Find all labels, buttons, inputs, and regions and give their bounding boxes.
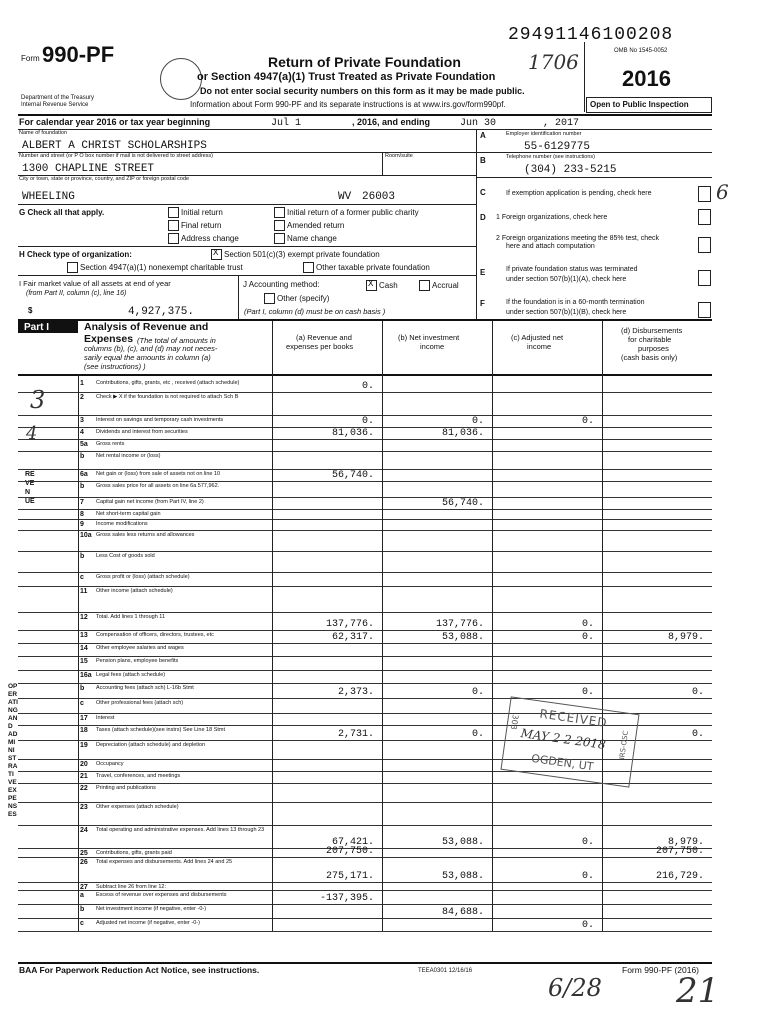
- zip-code: 26003: [362, 191, 396, 203]
- col-b-value[interactable]: 137,776.: [435, 619, 484, 630]
- irs-circle-stamp: [160, 58, 202, 100]
- name-label: Name of foundation: [19, 130, 68, 136]
- line-number: 5a: [80, 441, 88, 448]
- line-description: Subtract line 26 from line 12:: [96, 884, 167, 890]
- line-description: Gross sales price for all assets on line 6a 577,962.: [96, 483, 220, 489]
- foundation-name: ALBERT A CHRIST SCHOLARSHIPS: [22, 140, 207, 152]
- line-description: Gross sales less returns and allowances: [96, 532, 195, 538]
- col-c-value[interactable]: 0.: [581, 920, 594, 931]
- calendar-mid: , 2016, and ending: [352, 117, 431, 127]
- section-4947-checkbox[interactable]: [67, 262, 78, 273]
- column-divider: [272, 321, 273, 931]
- line-description: Net short-term capital gain: [96, 511, 161, 517]
- line-number: 24: [80, 827, 88, 834]
- line-description: Excess of revenue over expenses and disbursements: [96, 892, 227, 898]
- col-d-header-4: (cash basis only): [621, 353, 678, 362]
- col-c-value[interactable]: 0.: [581, 837, 594, 848]
- col-d-value[interactable]: 216,729.: [655, 871, 704, 882]
- line-description: Total expenses and disbursements. Add lines 24 and 25: [96, 859, 233, 865]
- divider: [18, 246, 476, 247]
- foreign-85-text-1: 2 Foreign organizations meeting the 85% test, check: [496, 235, 660, 242]
- fmv-value: 4,927,375.: [128, 306, 195, 318]
- col-b-header-2: income: [420, 342, 445, 351]
- foreign-85-checkbox[interactable]: [698, 237, 711, 253]
- line-description: Gross profit or (loss) (attach schedule): [96, 574, 190, 580]
- name-change-checkbox[interactable]: [274, 233, 285, 244]
- cash-basis-note: (Part I, column (d) must be on cash basis ): [244, 307, 386, 316]
- col-a-value[interactable]: -137,395.: [319, 893, 374, 904]
- revenue-side-label: REVENUE: [25, 471, 35, 505]
- line-number: 9: [80, 521, 84, 528]
- label-c: C: [480, 188, 486, 197]
- line-description: Total operating and administrative expenses. Add lines 13 through 23: [96, 827, 265, 833]
- label-a: A: [480, 131, 486, 140]
- line-number: 27: [80, 884, 88, 891]
- phone-label: Telephone number (see instructions): [506, 154, 595, 160]
- col-d-value[interactable]: 207,750.: [655, 846, 704, 857]
- irs-label: Internal Revenue Service: [21, 102, 89, 108]
- part-i-label: Part I: [24, 322, 50, 333]
- fmv-dollar: $: [28, 306, 33, 315]
- part-i-instr-3: sarily equal the amounts in column (a): [84, 353, 211, 362]
- handwritten-initials: 6/28: [548, 974, 602, 1002]
- section-501c3-label: Section 501(c)(3) exempt private foundation: [224, 250, 380, 259]
- exemption-pending-text: If exemption application is pending, check here: [506, 190, 652, 197]
- col-b-value[interactable]: 53,088.: [441, 837, 484, 848]
- stamp-location: OGDEN, UT: [530, 751, 595, 774]
- divider: [18, 275, 476, 276]
- divider: [476, 129, 477, 319]
- stamp-side-right: IRS-OSC: [618, 730, 631, 760]
- terminated-text-2: under section 507(b)(1)(A), check here: [506, 276, 627, 283]
- line-description: Net gain or (loss) from sale of assets not on line 10: [96, 471, 221, 477]
- col-a-value[interactable]: 81,036.: [331, 428, 374, 439]
- col-b-value[interactable]: 53,088.: [441, 632, 484, 643]
- handwritten-code: 1706: [528, 50, 579, 74]
- line-number: c: [80, 700, 84, 707]
- foreign-org-checkbox[interactable]: [698, 209, 711, 225]
- line-description: Occupancy: [96, 761, 124, 767]
- foreign-org-text: 1 Foreign organizations, check here: [496, 214, 608, 221]
- col-a-value[interactable]: 0.: [361, 381, 374, 392]
- ein: 55-6129775: [524, 141, 591, 153]
- form-title: Return of Private Foundation: [268, 54, 461, 70]
- line-number: b: [80, 685, 85, 692]
- column-divider: [492, 321, 493, 931]
- divider: [18, 374, 712, 376]
- line-number: 15: [80, 658, 88, 665]
- terminated-text-1: If private foundation status was terminated: [506, 266, 638, 273]
- handwritten-margin-4: 4: [26, 423, 38, 444]
- line-number: 2: [80, 394, 84, 401]
- col-d-header-1: (d) Disbursements: [621, 326, 683, 335]
- other-taxable-checkbox[interactable]: [303, 262, 314, 273]
- line-description: Less Cost of goods sold: [96, 553, 155, 559]
- column-divider: [78, 374, 79, 931]
- line-number: 13: [80, 632, 88, 639]
- other-method-checkbox[interactable]: [264, 293, 275, 304]
- line-description: Printing and publications: [96, 785, 156, 791]
- form-number: 990-PF: [42, 42, 115, 67]
- line-number: b: [80, 453, 85, 460]
- divider: [476, 152, 712, 153]
- line-number: c: [80, 920, 84, 927]
- col-c-value[interactable]: 0.: [581, 619, 594, 630]
- section-501c3-mark: X: [213, 248, 219, 258]
- state: WV: [338, 191, 352, 203]
- col-a-value[interactable]: 56,740.: [331, 470, 374, 481]
- street-label: Number and street (or P O box number if mail is not delivered to street address): [19, 153, 214, 159]
- col-a-value[interactable]: 67,421.: [331, 837, 374, 848]
- col-c-value[interactable]: 0.: [581, 416, 594, 427]
- line-number: 12: [80, 614, 88, 621]
- line-description: Check ▶ X if the foundation is not required to attach Sch B: [96, 394, 239, 400]
- line-number: 14: [80, 645, 88, 652]
- ssn-warning: Do not enter social security numbers on this form as it may be made public.: [200, 86, 525, 96]
- sixty-month-text-1: If the foundation is in a 60-month termination: [506, 299, 645, 306]
- form-footer: Form 990-PF (2016): [622, 965, 699, 975]
- col-a-value[interactable]: 2,373.: [337, 687, 374, 698]
- calendar-label: For calendar year 2016 or tax year beginning: [19, 117, 211, 127]
- dln-number: 29491146100208: [508, 25, 674, 45]
- col-b-value[interactable]: 0.: [471, 687, 484, 698]
- line-number: 26: [80, 859, 88, 866]
- line-description: Gross rents: [96, 441, 125, 447]
- cash-label: Cash: [379, 281, 398, 290]
- line-number: 16a: [80, 672, 92, 679]
- col-b-header-1: (b) Net investment: [398, 333, 460, 342]
- col-a-value[interactable]: 2,731.: [337, 729, 374, 740]
- tax-year-end-year: , 2017: [543, 118, 580, 129]
- handwritten-page-number: 21: [676, 971, 720, 1011]
- city-label: City or town, state or province, country, and ZIP or foreign postal code: [19, 176, 190, 182]
- street-address: 1300 CHAPLINE STREET: [22, 163, 155, 175]
- line-description: Contributions, gifts, grants paid: [96, 850, 172, 856]
- col-b-value[interactable]: 0.: [471, 416, 484, 427]
- amended-return-checkbox[interactable]: [274, 220, 285, 231]
- line-description: Adjusted net income (if negative, enter -0-): [96, 920, 200, 926]
- line-description: Other employee salaries and wages: [96, 645, 184, 651]
- divider: [18, 204, 476, 205]
- exemption-pending-checkbox[interactable]: [698, 186, 711, 202]
- omb-number: OMB No 1545-0052: [614, 48, 668, 54]
- part-i-instr-4: (see instructions) ): [84, 362, 146, 371]
- line-description: Interest on savings and temporary cash investments: [96, 417, 224, 423]
- section-4947-label: Section 4947(a)(1) nonexempt charitable trust: [80, 263, 243, 272]
- accrual-checkbox[interactable]: [419, 280, 430, 291]
- col-a-value[interactable]: 207,750.: [325, 846, 374, 857]
- col-a-value[interactable]: 137,776.: [325, 619, 374, 630]
- sixty-month-checkbox[interactable]: [698, 302, 711, 318]
- other-taxable-label: Other taxable private foundation: [316, 263, 430, 272]
- fmv-label-2: (from Part II, column (c), line 16): [26, 290, 127, 297]
- line-number: 23: [80, 804, 88, 811]
- label-e: E: [480, 268, 486, 277]
- divider: [18, 129, 712, 130]
- line-number: 11: [80, 588, 88, 595]
- line-description: Other income (attach schedule): [96, 588, 173, 594]
- line-number: 4: [80, 429, 84, 436]
- final-return-label: Final return: [181, 221, 222, 230]
- col-b-value[interactable]: 84,688.: [441, 907, 484, 918]
- col-b-value[interactable]: 56,740.: [441, 498, 484, 509]
- line-number: 8: [80, 511, 84, 518]
- line-number: b: [80, 906, 85, 913]
- phone: (304) 233-5215: [524, 164, 617, 176]
- amended-return-label: Amended return: [287, 221, 345, 230]
- line-number: 10a: [80, 532, 92, 539]
- col-d-value[interactable]: 8,979.: [667, 632, 704, 643]
- label-f: F: [480, 299, 485, 308]
- divider: [584, 42, 585, 112]
- name-change-label: Name change: [287, 234, 337, 243]
- city: WHEELING: [22, 191, 75, 203]
- part-i-title-2: Expenses: [84, 333, 134, 345]
- former-public-charity-label: Initial return of a former public charity: [287, 208, 419, 217]
- former-public-charity-checkbox[interactable]: [274, 207, 285, 218]
- col-a-value[interactable]: 275,171.: [325, 871, 374, 882]
- line-description: Income modifications: [96, 521, 148, 527]
- line-number: 22: [80, 785, 88, 792]
- line-description: Capital gain net income (from Part IV, line 2): [96, 499, 204, 505]
- teea-code: TEEA0301 12/16/16: [418, 968, 473, 974]
- h-label: H Check type of organization:: [19, 250, 132, 259]
- sixty-month-text-2: under section 507(b)(1)(B), check here: [506, 309, 627, 316]
- col-d-value[interactable]: 8,979.: [667, 837, 704, 848]
- col-a-value[interactable]: 62,317.: [331, 632, 374, 643]
- line-description: Contributions, gifts, grants, etc , received (attach schedule): [96, 380, 240, 386]
- column-divider: [382, 321, 383, 931]
- line-number: 3: [80, 417, 84, 424]
- line-description: Taxes (attach schedule)(see instrs) See Line 18 Stmt: [96, 727, 226, 733]
- col-d-header-3: purposes: [638, 344, 669, 353]
- terminated-checkbox[interactable]: [698, 270, 711, 286]
- line-number: 18: [80, 727, 88, 734]
- col-c-header-2: income: [527, 342, 552, 351]
- instructions-url: Information about Form 990-PF and its separate instructions is at www.irs.gov/form990pf.: [190, 100, 506, 109]
- stamp-received: RECEIVED: [538, 706, 609, 730]
- line-number: 25: [80, 850, 88, 857]
- divider: [18, 114, 712, 116]
- col-c-value[interactable]: 0.: [581, 687, 594, 698]
- col-c-value[interactable]: 0.: [581, 871, 594, 882]
- line-number: b: [80, 553, 85, 560]
- line-description: Interest: [96, 715, 115, 721]
- g-label: G Check all that apply.: [19, 208, 105, 217]
- line-description: Net investment income (if negative, enter -0-): [96, 906, 207, 912]
- line-number: b: [80, 483, 85, 490]
- form-subtitle: or Section 4947(a)(1) Trust Treated as Private Foundation: [197, 71, 496, 83]
- line-description: Pension plans, employee benefits: [96, 658, 179, 664]
- col-b-value[interactable]: 0.: [471, 729, 484, 740]
- line-number: 1: [80, 380, 84, 387]
- line-description: Travel, conferences, and meetings: [96, 773, 181, 779]
- line-description: Other expenses (attach schedule): [96, 804, 179, 810]
- part-i-title: Analysis of Revenue and: [84, 321, 209, 333]
- col-a-value[interactable]: 0.: [361, 416, 374, 427]
- accrual-label: Accrual: [432, 281, 459, 290]
- address-change-label: Address change: [181, 234, 239, 243]
- dept-treasury: Department of the Treasury: [21, 95, 95, 101]
- handwritten-mark: 6: [716, 180, 729, 204]
- tax-year: 2016: [622, 66, 671, 91]
- divider: [476, 177, 712, 178]
- other-method-label: Other (specify): [277, 294, 330, 303]
- final-return-checkbox[interactable]: [168, 220, 179, 231]
- col-b-value[interactable]: 81,036.: [441, 428, 484, 439]
- cash-mark: X: [368, 279, 374, 289]
- line-description: Accounting fees (attach sch) L-16b Stmt: [96, 685, 194, 691]
- divider: [382, 152, 383, 175]
- line-description: Depreciation (attach schedule) and depletion: [96, 742, 206, 748]
- accounting-method-label: J Accounting method:: [243, 280, 320, 289]
- room-label: Room/suite: [385, 153, 413, 159]
- handwritten-margin-3: 3: [30, 386, 46, 414]
- expenses-side-label: OPERATING AND ADMINISTRATIVE EXPENSES: [8, 683, 18, 818]
- stamp-side-left: 303: [508, 713, 520, 731]
- label-d: D: [480, 213, 486, 222]
- label-b: B: [480, 156, 486, 165]
- line-number: 19: [80, 742, 88, 749]
- line-description: Total. Add lines 1 through 11: [96, 614, 166, 620]
- initial-return-checkbox[interactable]: [168, 207, 179, 218]
- address-change-checkbox[interactable]: [168, 233, 179, 244]
- col-c-header-1: (c) Adjusted net: [511, 333, 564, 342]
- divider: [238, 275, 239, 319]
- foreign-85-text-2: here and attach computation: [506, 243, 595, 250]
- divider: [18, 962, 712, 964]
- part-i-instr-1: (The total of amounts in: [137, 336, 216, 345]
- col-a-header-2: expenses per books: [286, 342, 354, 351]
- col-d-header-2: for charitable: [628, 335, 672, 344]
- line-number: 21: [80, 773, 88, 780]
- line-number: 20: [80, 761, 88, 768]
- line-number: a: [80, 892, 84, 899]
- line-number: 7: [80, 499, 84, 506]
- open-inspection-label: Open to Public Inspection: [590, 100, 689, 109]
- line-description: Legal fees (attach schedule): [96, 672, 166, 678]
- tax-year-begin: Jul 1: [271, 118, 302, 129]
- form-prefix: Form: [21, 54, 40, 63]
- initial-return-label: Initial return: [181, 208, 223, 217]
- paperwork-notice: BAA For Paperwork Reduction Act Notice, see instructions.: [19, 965, 260, 975]
- stamp-date: MAY 2 2 2018: [519, 726, 607, 752]
- column-divider: [602, 321, 603, 931]
- part-i-instr-2: columns (b), (c), and (d) may not neces-: [84, 344, 218, 353]
- line-number: 17: [80, 715, 88, 722]
- line-description: Dividends and interest from securities: [96, 429, 188, 435]
- tax-year-end: Jun 30: [460, 118, 497, 129]
- ein-label: Employer identification number: [506, 131, 582, 137]
- line-description: Other professional fees (attach sch): [96, 700, 184, 706]
- fmv-label-1: I Fair market value of all assets at end of year: [19, 279, 171, 288]
- col-d-value[interactable]: 0.: [691, 687, 704, 698]
- line-description: Compensation of officers, directors, trustees, etc: [96, 632, 214, 638]
- col-c-value[interactable]: 0.: [581, 632, 594, 643]
- col-a-header-1: (a) Revenue and: [296, 333, 352, 342]
- line-number: 6a: [80, 471, 88, 478]
- col-b-value[interactable]: 53,088.: [441, 871, 484, 882]
- col-d-value[interactable]: 0.: [691, 729, 704, 740]
- line-number: c: [80, 574, 84, 581]
- line-description: Net rental income or (loss): [96, 453, 161, 459]
